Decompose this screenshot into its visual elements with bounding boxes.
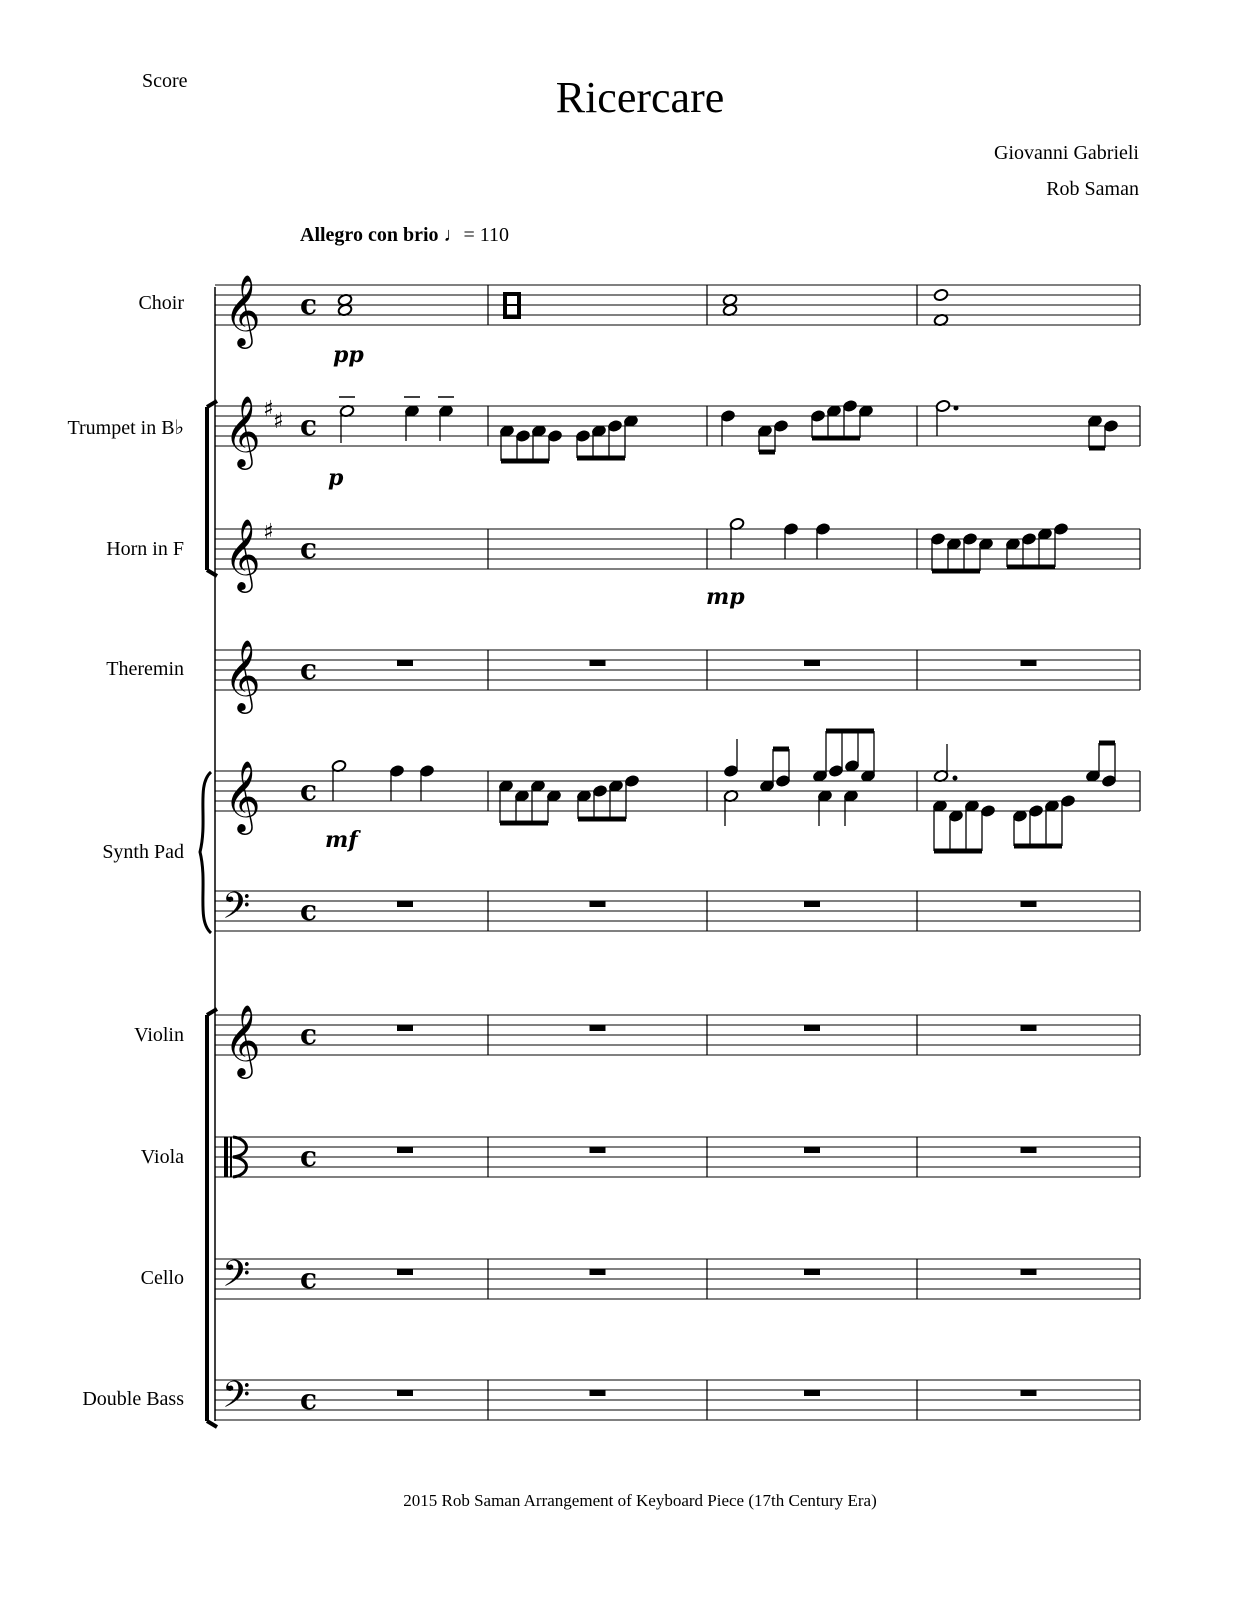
whole-note [933, 288, 948, 301]
common-time-icon: c [300, 1262, 318, 1295]
common-time-icon: c [300, 774, 318, 807]
whole-rest [1021, 660, 1037, 666]
whole-rest [1021, 1025, 1037, 1031]
whole-rest [397, 1025, 413, 1031]
instrument-label-theremin: Theremin [106, 658, 184, 680]
instrument-label-synth-pad: Synth Pad [102, 841, 184, 863]
dynamic-mf: mf [325, 827, 358, 853]
whole-rest [804, 1269, 820, 1275]
whole-rest [590, 1390, 606, 1396]
treble-clef-icon: 𝄞 [224, 394, 261, 467]
common-time-icon: c [300, 1383, 318, 1416]
composer: Giovanni Gabrieli [994, 142, 1139, 164]
instrument-label-viola: Viola [140, 1146, 184, 1168]
treble-clef-icon: 𝄞 [224, 273, 261, 346]
bass-clef-icon: 𝄢 [222, 885, 251, 936]
whole-rest [590, 1025, 606, 1031]
whole-rest [804, 1390, 820, 1396]
tempo-bpm: = 110 [463, 224, 510, 246]
whole-rest [590, 1147, 606, 1153]
whole-rest [397, 1147, 413, 1153]
common-time-icon: c [300, 894, 318, 927]
whole-rest [397, 1390, 413, 1396]
whole-rest [804, 901, 820, 907]
augmentation-dot [953, 776, 958, 781]
whole-rest [1021, 1147, 1037, 1153]
alto-clef-bar [224, 1137, 228, 1177]
common-time-icon: c [300, 532, 318, 565]
treble-clef-icon: 𝄞 [224, 517, 261, 590]
sharp-icon: ♯ [273, 409, 284, 434]
whole-rest [397, 660, 413, 666]
bass-clef-icon: 𝄢 [222, 1374, 251, 1425]
whole-rest [804, 660, 820, 666]
instrument-label-choir: Choir [138, 292, 184, 314]
instrument-label-cello: Cello [140, 1267, 184, 1289]
instrument-label-double-bass: Double Bass [82, 1388, 184, 1410]
sharp-icon: ♯ [263, 520, 274, 545]
common-time-icon: c [300, 1140, 318, 1173]
whole-rest [397, 1269, 413, 1275]
bass-clef-icon: 𝄢 [222, 1253, 251, 1304]
dynamic-mp: mp [706, 584, 745, 610]
common-time-icon: c [300, 409, 318, 442]
score-label: Score [142, 70, 188, 92]
alto-clef-bar [230, 1137, 232, 1177]
common-time-icon: c [300, 653, 318, 686]
whole-rest [590, 1269, 606, 1275]
piece-title: Ricercare [555, 73, 725, 122]
common-time-icon: c [300, 1018, 318, 1051]
dynamic-p: p [328, 465, 344, 491]
whole-rest [397, 901, 413, 907]
whole-rest [1021, 1390, 1037, 1396]
arranger: Rob Saman [1046, 178, 1139, 200]
treble-clef-icon: 𝄞 [224, 759, 261, 832]
footer-copyright: 2015 Rob Saman Arrangement of Keyboard Piece (17th Century Era) [403, 1491, 877, 1510]
common-time-icon: c [300, 288, 318, 321]
instrument-label-violin: Violin [134, 1024, 184, 1046]
whole-rest [1021, 901, 1037, 907]
dynamic-pp: pp [333, 342, 364, 368]
treble-clef-icon: 𝄞 [224, 1003, 261, 1076]
whole-rest [590, 660, 606, 666]
whole-rest [804, 1147, 820, 1153]
instrument-label-trumpet: Trumpet in B♭ [67, 417, 184, 439]
instrument-label-horn: Horn in F [106, 538, 184, 560]
whole-rest [1021, 1269, 1037, 1275]
whole-rest [590, 901, 606, 907]
notes-group [331, 288, 1118, 1396]
quarter-note-icon: ♩ [443, 224, 464, 246]
whole-rest [804, 1025, 820, 1031]
augmentation-dot [954, 406, 959, 411]
tempo-text: Allegro con brio [300, 224, 439, 246]
sharp-icon: ♯ [263, 397, 274, 422]
treble-clef-icon: 𝄞 [224, 638, 261, 711]
